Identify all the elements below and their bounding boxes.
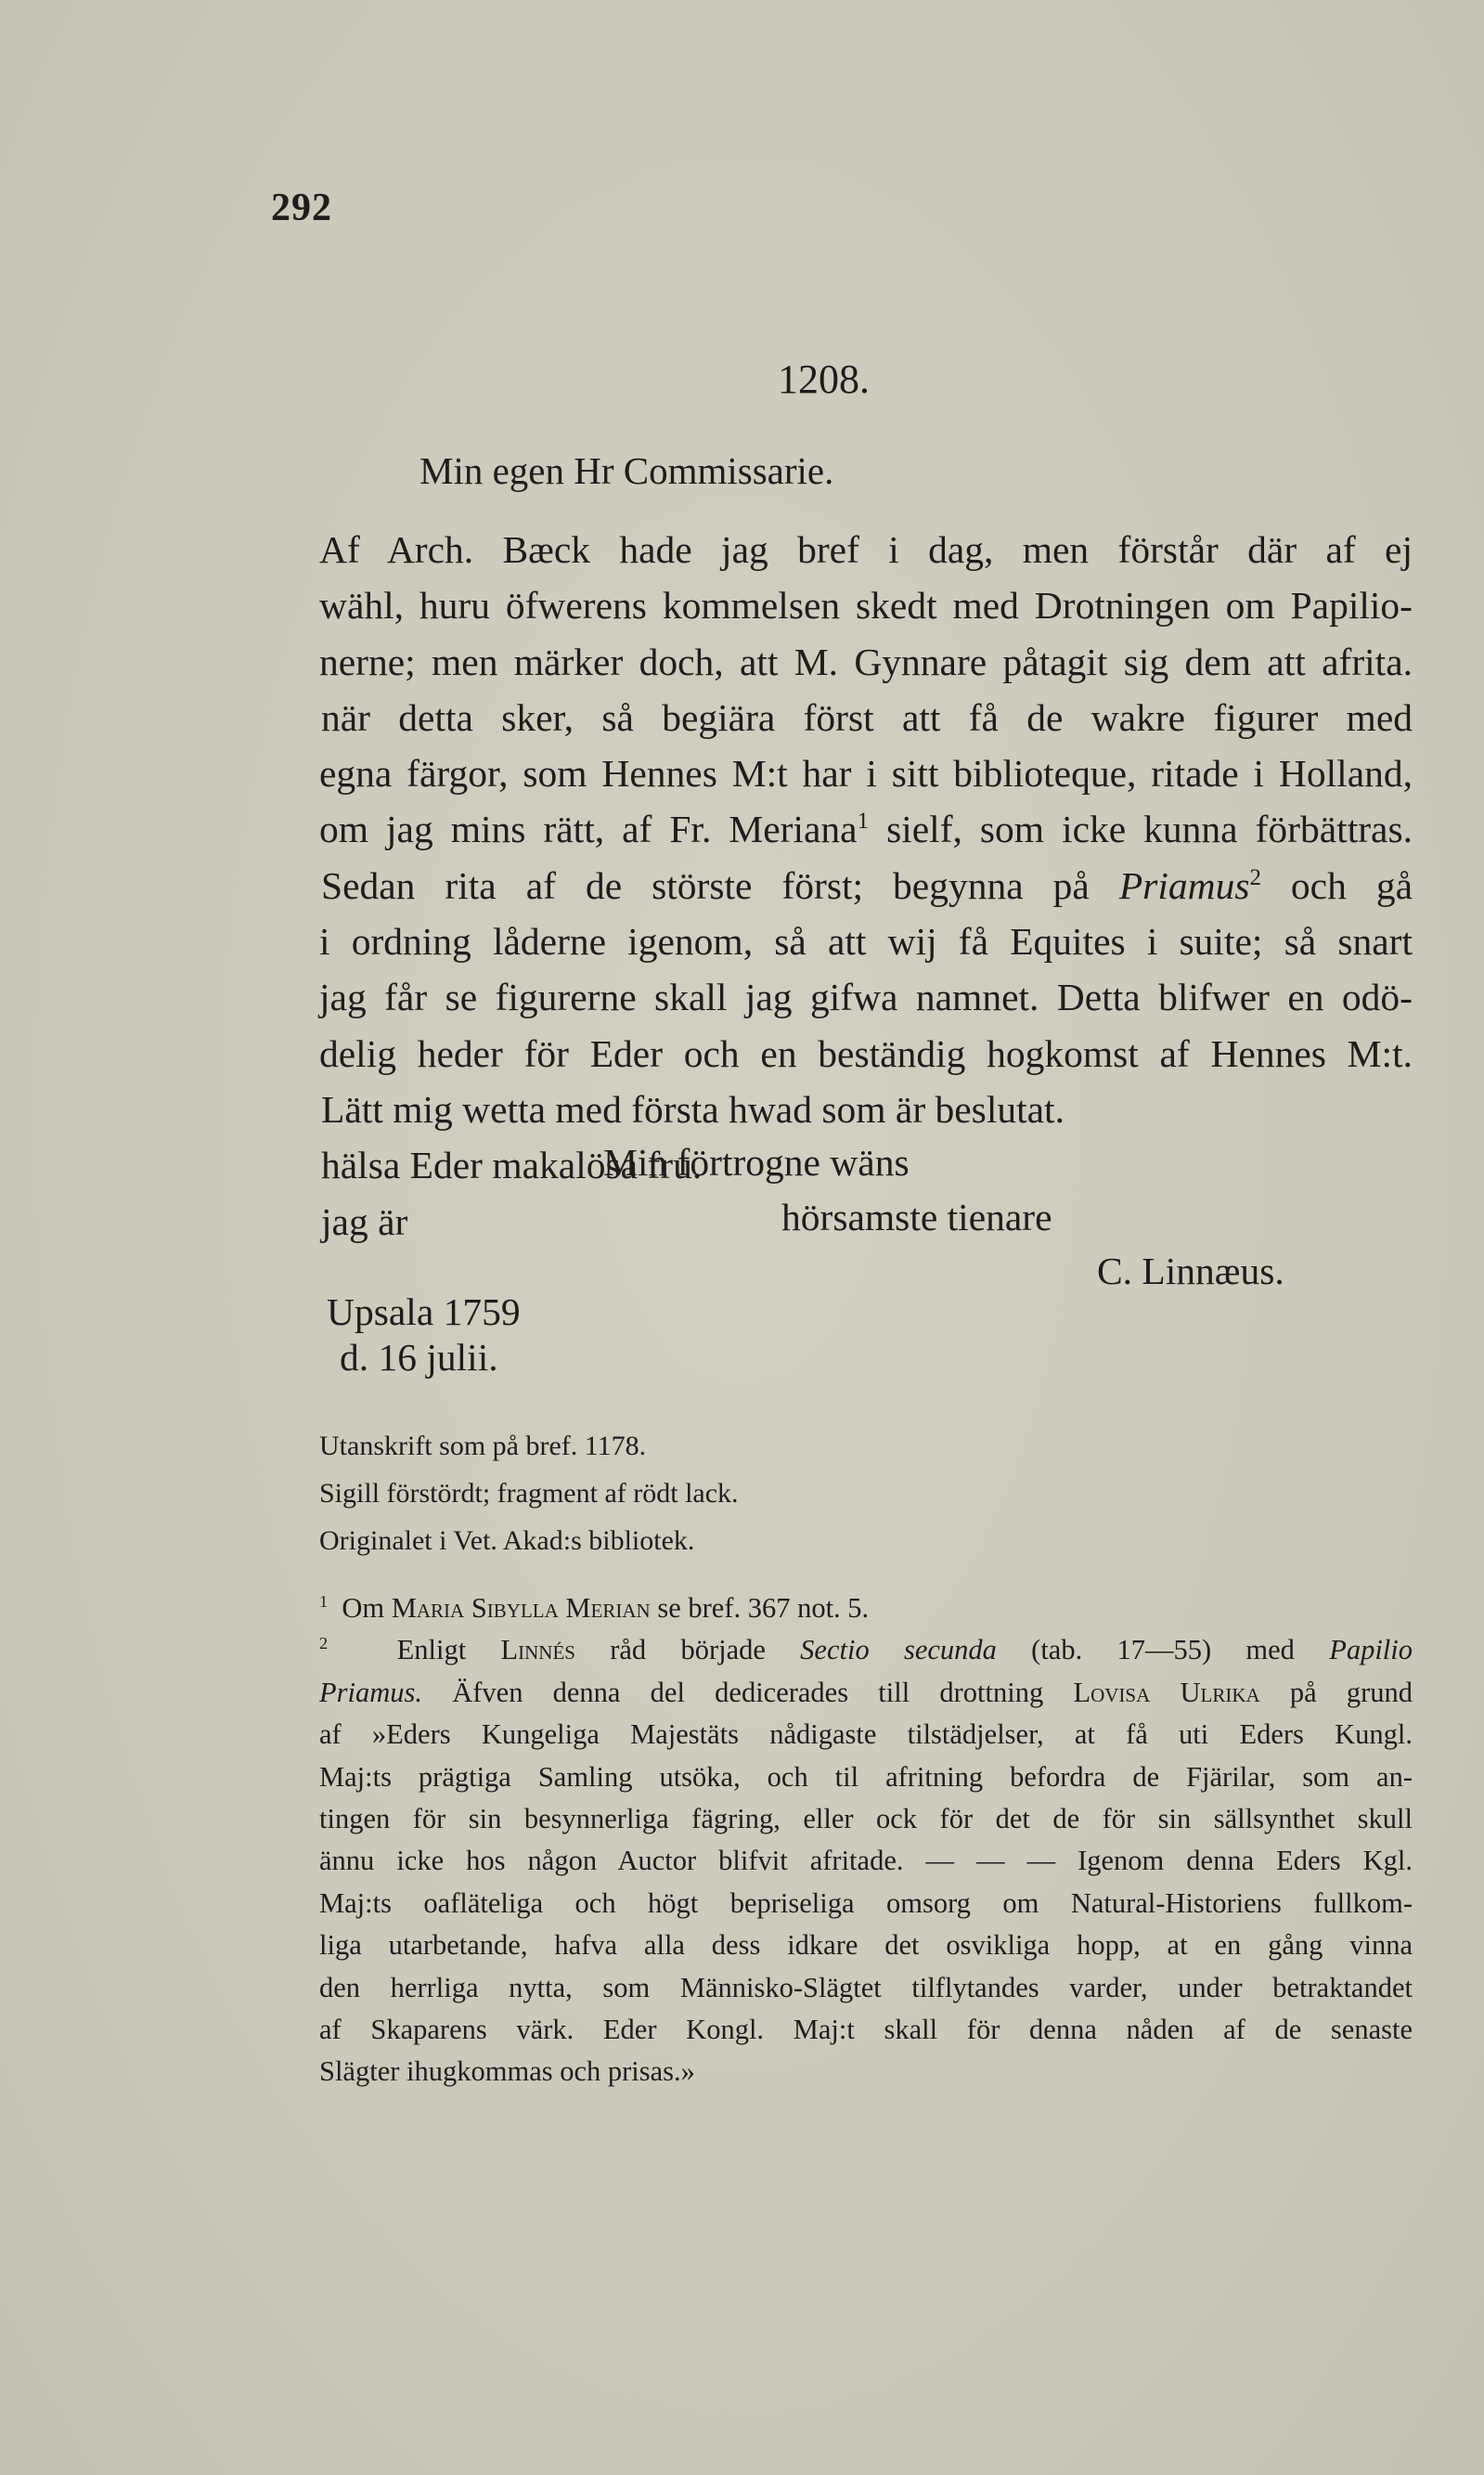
editorial-notes [319,1422,739,1564]
salutation: Min egen Hr Commissarie. [419,449,834,492]
footnote-line: Maj:ts oafläteliga och högt bepriseliga omsorg om Natural-Historiens fullkom- [319,1886,1413,1919]
footnote-line: Priamus. Äfven denna del dedicerades till drottning Lovisa Ulrika på grund [319,1676,1413,1708]
footnote-line: af »Eders Kungeliga Majestäts nådigaste tilstädjelser, at få uti Eders Kungl. [319,1718,1413,1751]
footnote-line: liga utarbetande, hafva alla dess idkare det osvikliga hopp, at en gång vinna [319,1929,1413,1962]
body-line: wähl, huru öfwerens kommelsen skedt med Drotningen om Papilio- [319,584,1413,628]
letter-number: 1208. [778,356,870,402]
footnote-line: tingen för sin besynnerliga fägring, eller ock för det de för sin sällsynthet skull [319,1803,1413,1835]
note-line: Originalet i Vet. Akad:s bibliotek. [319,1525,695,1556]
closing-line-2: hörsamste tienare [781,1196,1052,1238]
body-line: hälsa Eder makalösa fru. [321,1144,703,1187]
signature: C. Linnæus. [1097,1250,1284,1292]
footnote-line: ännu icke hos någon Auctor blifvit afritade. — — — Igenom denna Eders Kgl. [319,1845,1413,1877]
footnote-ref: 2 [1249,864,1261,890]
body-line: Af Arch. Bæck hade jag bref i dag, men förstår där af ej [319,528,1413,571]
date-line: d. 16 julii. [340,1336,498,1379]
footnotes [319,1587,1413,2093]
note-line: Sigill förstördt; fragment af rödt lack. [319,1478,739,1509]
body-line: jag är [321,1199,408,1243]
footnote-line: af Skaparens värk. Eder Kongl. Maj:t skall för denna nåden af de senaste [319,2014,1413,2046]
body-line: nerne; men märker doch, att M. Gynnare påtagit sig dem att afrita. [319,640,1413,683]
body-line: Lätt mig wetta med första hwad som är beslutat. [321,1087,1065,1131]
footnote-line: Maj:ts prägtiga Samling utsöka, och til afritning befordra de Fjärilar, som an- [319,1760,1413,1793]
body-line: egna färgor, som Hennes M:t har i sitt biblioteque, ritade i Holland, [319,752,1413,796]
page-number: 292 [271,187,332,229]
body-line: jag får se figurerne skall jag gifwa namnet. Detta blifwer en odö- [319,976,1413,1019]
footnote-1: $^1$ Om Maria Sibylla Merian se bref. 367 not. 5. [319,1591,870,1624]
note-line: Utanskrift som på bref. 1178. [319,1431,647,1461]
body-line: om jag mins rätt, af Fr. Meriana$^1$ sielf, som icke kunna förbättras. [319,808,1413,851]
body-line: i ordning låderne igenom, så att wij få Equites i suite; så snart [319,920,1413,964]
body-line: när detta sker, så begiära först att få de wakre figurer med [321,695,1413,739]
body-line: delig heder för Eder och en beständig hogkomst af Hennes M:t. [319,1031,1413,1075]
footnote-line: den herrliga nytta, som Människo-Slägtet tilflytandes varder, under betraktandet [319,1971,1413,2003]
closing-line-1: Min förtrogne wäns [603,1141,910,1184]
footnote-line: Slägter ihugkommas och prisas.» [319,2055,695,2088]
place-line: Upsala 1759 [327,1290,521,1333]
body-line: Sedan rita af de störste först; begynna på Priamus$^2$ och gå [321,863,1413,907]
footnote-ref: 1 [857,809,870,835]
footnote-2: $^2$ Enligt Linnés råd började Sectio secunda (tab. 17—55) med Papilio [319,1634,1413,1666]
